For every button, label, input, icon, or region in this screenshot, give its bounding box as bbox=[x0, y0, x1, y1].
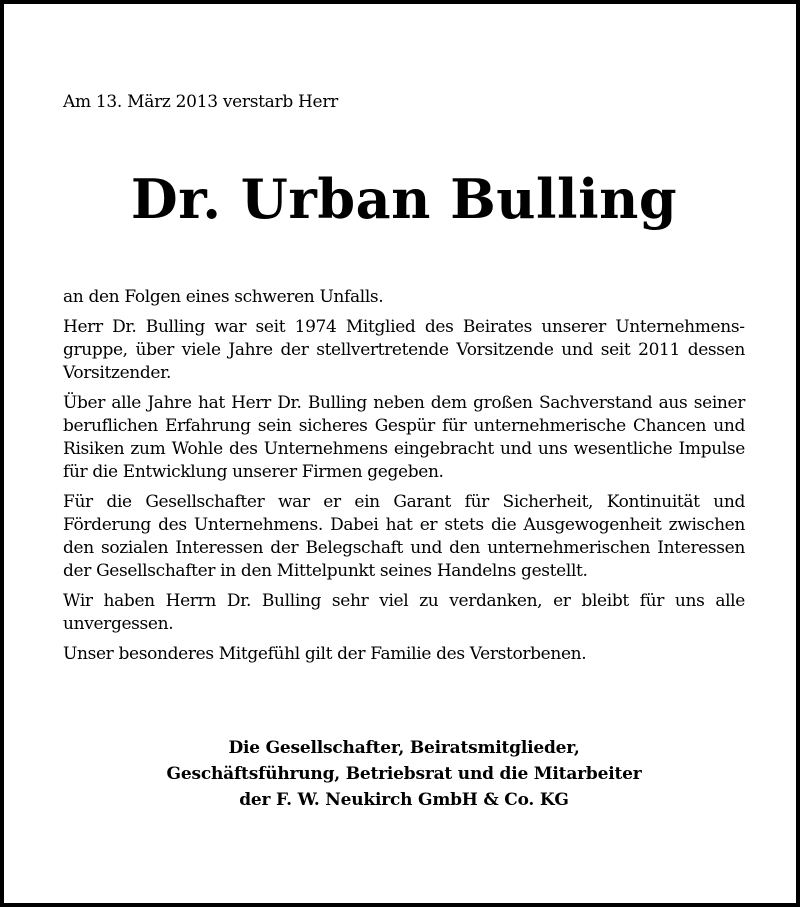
signature-block bbox=[63, 735, 745, 813]
signature-line: Geschäftsführung, Betriebsrat und die Mitarbeiter bbox=[166, 764, 642, 784]
signature-line: Die Gesellschafter, Beiratsmitglieder, bbox=[228, 738, 580, 758]
signature-line: der F. W. Neukirch GmbH & Co. KG bbox=[239, 790, 569, 810]
intro-line: Am 13. März 2013 verstarb Herr bbox=[63, 92, 338, 112]
notice-body bbox=[63, 286, 745, 673]
paragraph-condolence: Unser besonderes Mitgefühl gilt der Familie des Verstorbenen. bbox=[63, 644, 587, 664]
paragraph-contributions: Über alle Jahre hat Herr Dr. Bulling neben dem großen Sachverstand aus seiner beruflichen Erfahrung sein sicheres Gespür für unternehmerische Chancen und Risiken zum Wohle des Unternehmens eingebracht und uns wesentliche Impulse für die Entwicklung unserer Firmen gegeben. bbox=[63, 393, 745, 482]
paragraph-membership: Herr Dr. Bulling war seit 1974 Mitglied des Beirates unserer Unternehmensgruppe, über viele Jahre der stellvertretende Vorsitzende und seit 2011 dessen Vorsitzender. bbox=[63, 317, 745, 383]
paragraph-gratitude: Wir haben Herrn Dr. Bulling sehr viel zu verdanken, er bleibt für uns alle unvergessen. bbox=[63, 591, 745, 634]
paragraph-guarantor: Für die Gesellschafter war er ein Garant für Sicherheit, Kontinuität und Förderung des Unternehmens. Dabei hat er stets die Ausgewogenheit zwischen den sozialen Interessen der Belegschaft und den unternehmerischen Interessen der Gesellschafter in den Mittelpunkt seines Handelns gestellt. bbox=[63, 492, 745, 581]
paragraph-cause: an den Folgen eines schweren Unfalls. bbox=[63, 287, 384, 307]
deceased-name: Dr. Urban Bulling bbox=[130, 167, 678, 231]
